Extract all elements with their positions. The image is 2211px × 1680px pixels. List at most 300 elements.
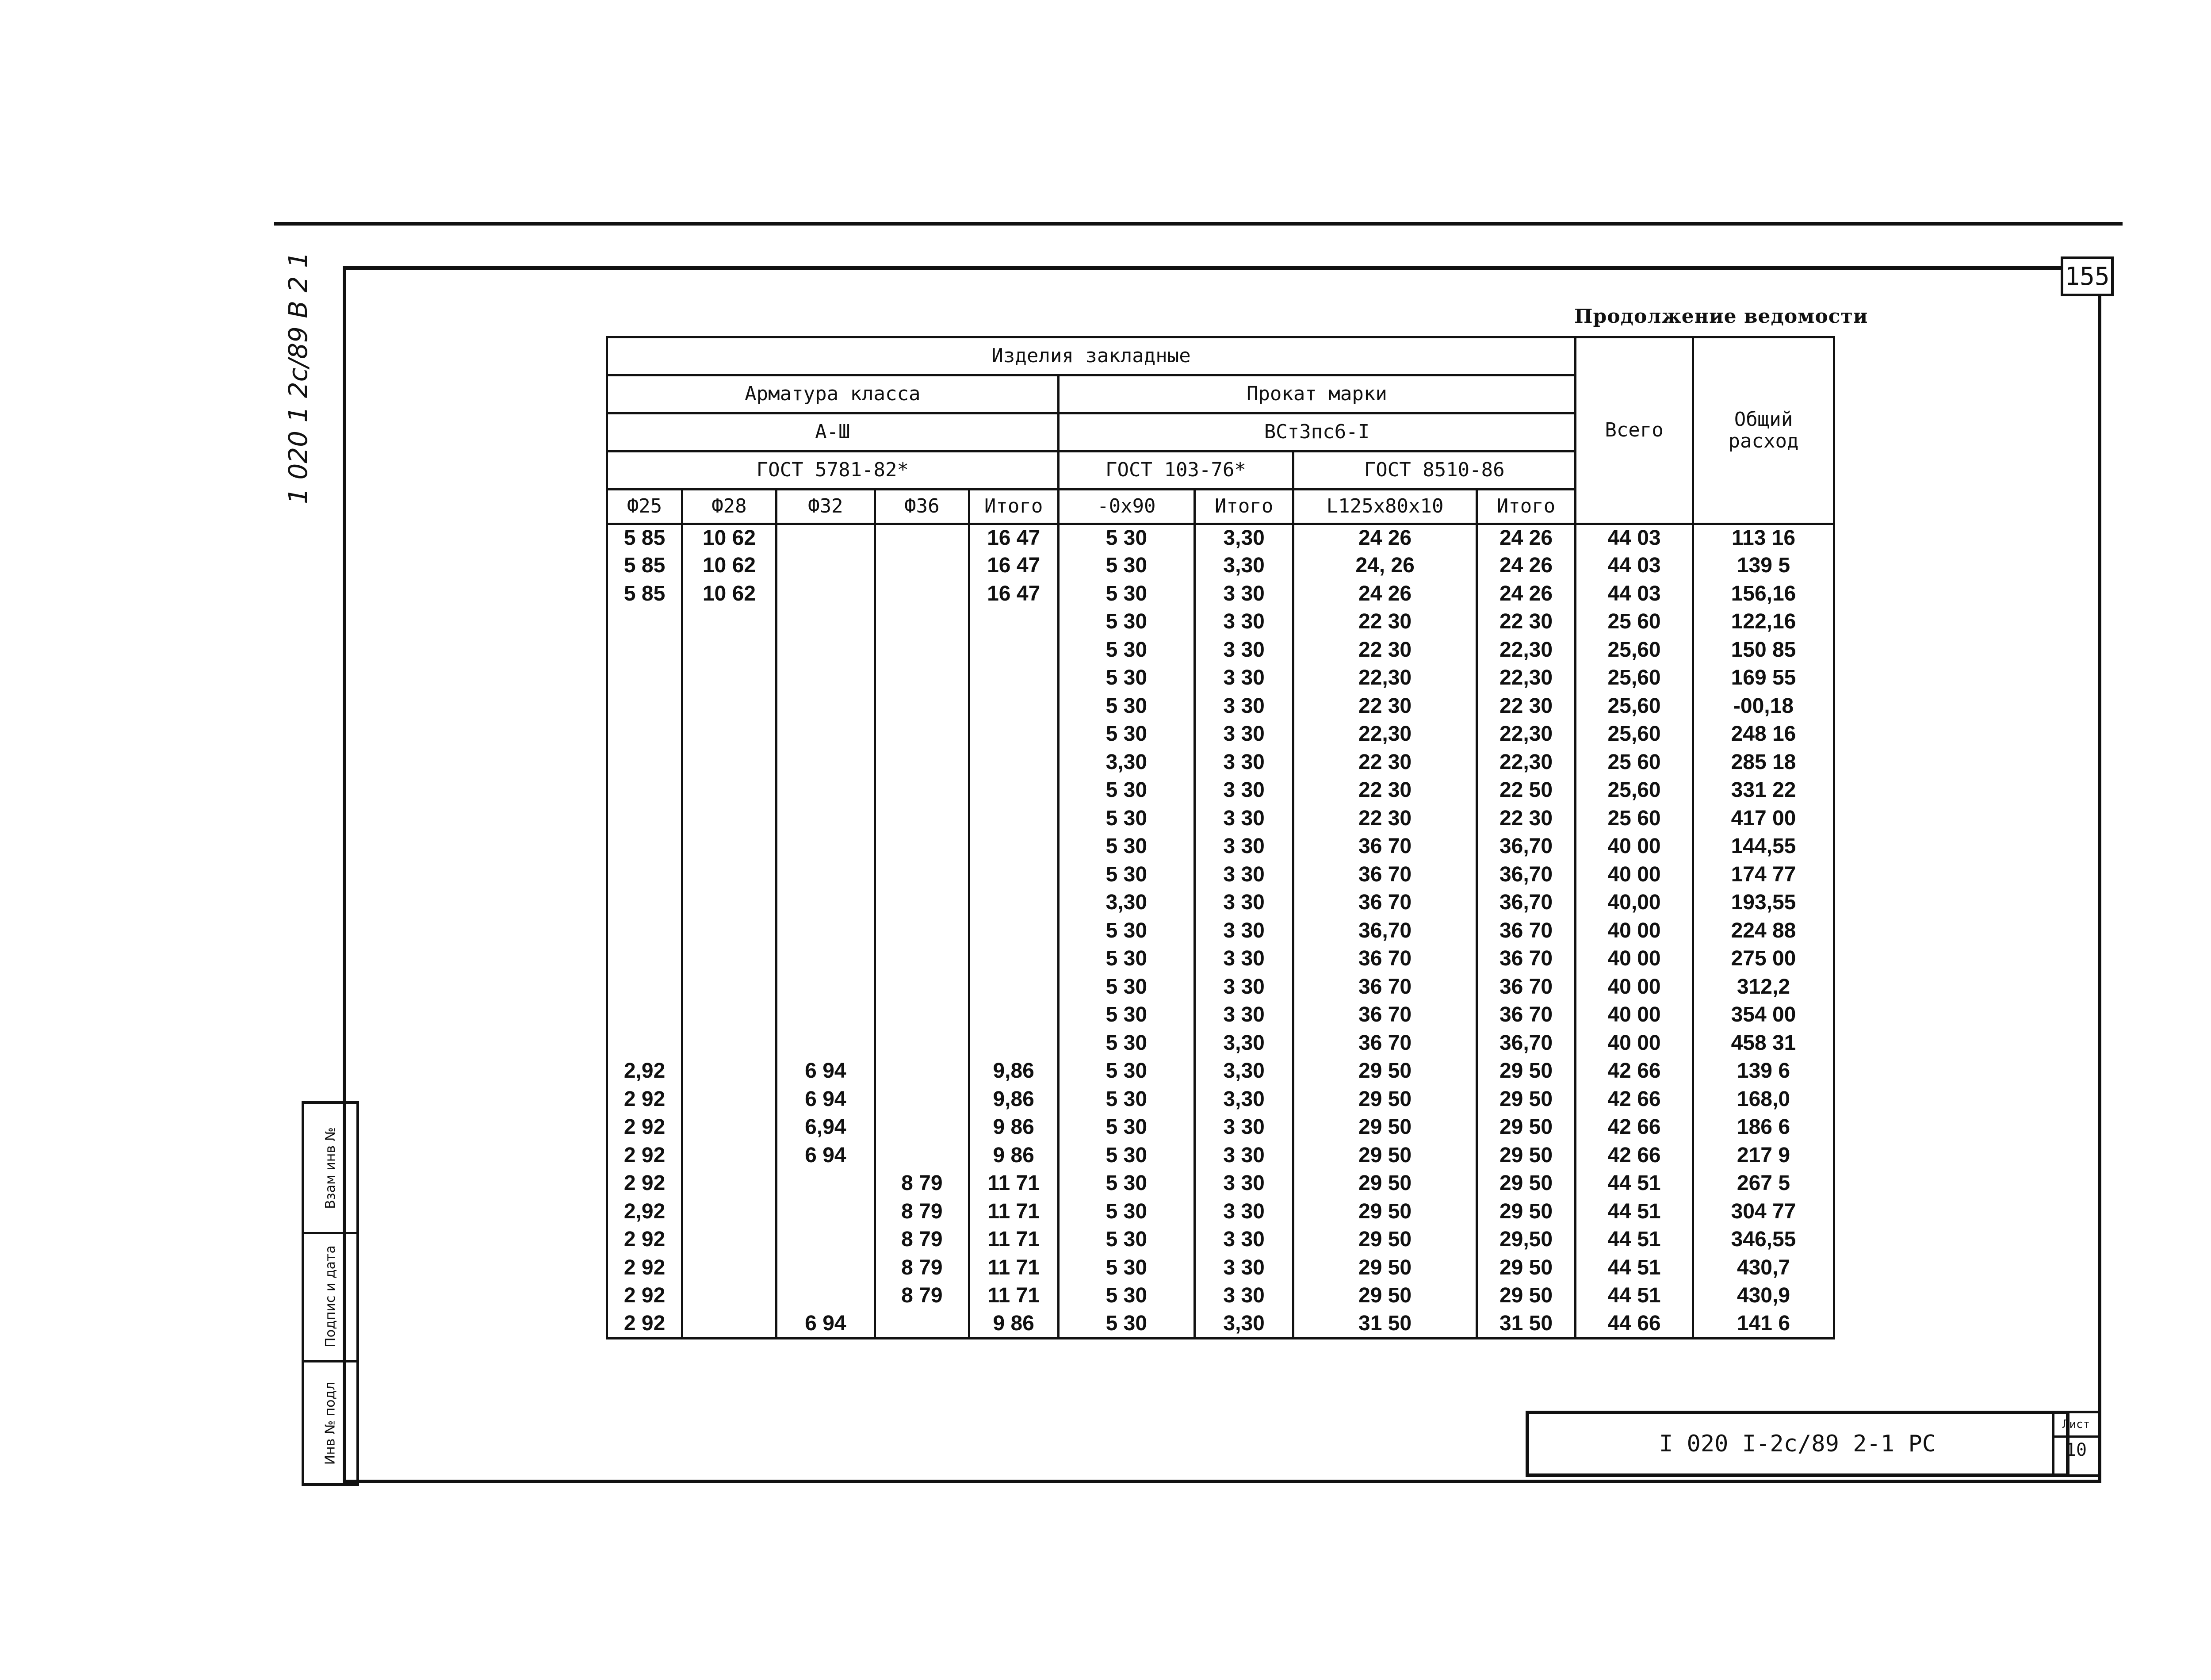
column-header: Итого [969, 490, 1058, 524]
total-header: Всего [1576, 337, 1693, 524]
table-cell: 22 30 [1293, 749, 1477, 777]
table-cell: 24 26 [1293, 524, 1477, 552]
table-cell [776, 973, 875, 1002]
table-cell [875, 524, 969, 552]
table-cell: 29 50 [1477, 1142, 1575, 1170]
table-cell: 2,92 [607, 1057, 682, 1086]
table-cell: 8 79 [875, 1226, 969, 1254]
table-cell: 156,16 [1693, 580, 1834, 608]
table-cell [607, 1029, 682, 1058]
table-cell [875, 805, 969, 833]
table-cell: 3 30 [1194, 833, 1293, 861]
table-cell [607, 1001, 682, 1029]
table-cell: 44 03 [1576, 524, 1693, 552]
table-cell: 5 30 [1058, 608, 1194, 636]
table-row [607, 1226, 1834, 1254]
table-cell: 8 79 [875, 1198, 969, 1226]
table-cell: 5 85 [607, 580, 682, 608]
table-cell: 2,92 [607, 1198, 682, 1226]
table-cell: 122,16 [1693, 608, 1834, 636]
table-cell [969, 973, 1058, 1002]
table-cell: 2 92 [607, 1086, 682, 1114]
table-cell: 40,00 [1576, 889, 1693, 917]
table-cell: 42 66 [1576, 1057, 1693, 1086]
table-cell [969, 1029, 1058, 1058]
table-row [607, 1198, 1834, 1226]
table-row [607, 777, 1834, 805]
table-cell: 22,30 [1293, 720, 1477, 749]
table-cell: 2 92 [607, 1170, 682, 1198]
table-row [607, 1170, 1834, 1198]
table-cell: 3 30 [1194, 777, 1293, 805]
table-row [607, 720, 1834, 749]
table-cell: 285 18 [1693, 749, 1834, 777]
table-cell: 16 47 [969, 524, 1058, 552]
table-row [607, 1029, 1834, 1058]
table-row [607, 1310, 1834, 1339]
table-cell [682, 720, 777, 749]
table-cell [875, 1029, 969, 1058]
table-cell: 6 94 [776, 1142, 875, 1170]
table-cell [875, 1142, 969, 1170]
table-cell: 36 70 [1293, 1029, 1477, 1058]
table-cell: 5 30 [1058, 1310, 1194, 1339]
table-cell: 36 70 [1293, 973, 1477, 1002]
table-cell: 3 30 [1194, 1254, 1293, 1282]
table-cell: 25,60 [1576, 720, 1693, 749]
table-cell: 25 60 [1576, 805, 1693, 833]
table-cell: 193,55 [1693, 889, 1834, 917]
table-cell: 29,50 [1477, 1226, 1575, 1254]
table-cell: 29 50 [1477, 1254, 1575, 1282]
table-cell [969, 833, 1058, 861]
column-header: Итого [1194, 490, 1293, 524]
sheet-number: 155 [2061, 256, 2114, 296]
table-row [607, 524, 1834, 552]
table-cell: 40 00 [1576, 833, 1693, 861]
table-cell [969, 945, 1058, 973]
table-cell [682, 1086, 777, 1114]
table-row [607, 749, 1834, 777]
table-cell: 36,70 [1477, 1029, 1575, 1058]
table-cell: 3 30 [1194, 861, 1293, 889]
table-cell [776, 805, 875, 833]
sheet-box [2052, 1411, 2100, 1477]
table-cell [682, 973, 777, 1002]
table-cell [776, 1226, 875, 1254]
column-header: Ф25 [607, 490, 682, 524]
table-cell: 2 92 [607, 1226, 682, 1254]
table-row [607, 664, 1834, 693]
table-cell [875, 552, 969, 580]
table-cell: 6 94 [776, 1086, 875, 1114]
table-cell [682, 664, 777, 693]
table-cell: 5 30 [1058, 636, 1194, 665]
table-cell: 44 51 [1576, 1254, 1693, 1282]
table-cell: 9,86 [969, 1057, 1058, 1086]
table-cell: 22,30 [1477, 720, 1575, 749]
table-cell [682, 1114, 777, 1142]
column-header: Итого [1477, 490, 1575, 524]
table-cell [875, 833, 969, 861]
table-cell: 248 16 [1693, 720, 1834, 749]
table-cell: 36,70 [1477, 889, 1575, 917]
table-cell: 3 30 [1194, 693, 1293, 721]
table-cell: 169 55 [1693, 664, 1834, 693]
table-cell [875, 749, 969, 777]
table-row [607, 608, 1834, 636]
table-cell: 9,86 [969, 1086, 1058, 1114]
table-cell [969, 749, 1058, 777]
continuation-title: Продолжение ведомости [1574, 305, 1868, 328]
table-cell: 36 70 [1477, 945, 1575, 973]
table-cell: 3 30 [1194, 1226, 1293, 1254]
table-cell: 3 30 [1194, 720, 1293, 749]
table-cell: 430,7 [1693, 1254, 1834, 1282]
table-cell [682, 889, 777, 917]
table-cell [607, 749, 682, 777]
table-cell [776, 524, 875, 552]
table-cell: 22 30 [1293, 636, 1477, 665]
table-cell [969, 636, 1058, 665]
armature-class: А-Ш [607, 413, 1059, 452]
table-cell: 36 70 [1293, 861, 1477, 889]
table-cell: 40 00 [1576, 917, 1693, 945]
stamp-label: Взам инв № [322, 1127, 338, 1209]
table-cell [776, 917, 875, 945]
table-cell: 3,30 [1058, 749, 1194, 777]
table-cell: 3 30 [1194, 805, 1293, 833]
table-cell: 22 30 [1293, 693, 1477, 721]
table-cell: 36 70 [1477, 973, 1575, 1002]
table-cell: 312,2 [1693, 973, 1834, 1002]
table-cell: 40 00 [1576, 1001, 1693, 1029]
table-cell [776, 664, 875, 693]
table-row [607, 1086, 1834, 1114]
table-cell: 24 26 [1477, 552, 1575, 580]
table-cell: 29 50 [1293, 1057, 1477, 1086]
table-cell [875, 861, 969, 889]
table-cell: 25,60 [1576, 777, 1693, 805]
table-cell: 9 86 [969, 1310, 1058, 1339]
table-cell: 3 30 [1194, 749, 1293, 777]
table-cell [682, 1170, 777, 1198]
table-cell [776, 1282, 875, 1310]
table-cell [875, 664, 969, 693]
table-cell [682, 1198, 777, 1226]
table-cell [682, 1254, 777, 1282]
table-cell [607, 917, 682, 945]
table-cell: 29 50 [1293, 1086, 1477, 1114]
table-cell [776, 1198, 875, 1226]
table-cell: 224 88 [1693, 917, 1834, 945]
table-cell: 168,0 [1693, 1086, 1834, 1114]
table-row [607, 580, 1834, 608]
table-cell: 22 30 [1293, 608, 1477, 636]
table-cell: 5 85 [607, 524, 682, 552]
table-cell: 3 30 [1194, 1001, 1293, 1029]
table-cell: 354 00 [1693, 1001, 1834, 1029]
table-row [607, 552, 1834, 580]
table-cell: 3,30 [1194, 1310, 1293, 1339]
table-cell [607, 608, 682, 636]
table-row [607, 889, 1834, 917]
table-cell [969, 664, 1058, 693]
table-cell [875, 945, 969, 973]
table-cell [607, 945, 682, 973]
title-block [1526, 1411, 2069, 1477]
table-cell: 331 22 [1693, 777, 1834, 805]
table-cell: 5 30 [1058, 1114, 1194, 1142]
table-cell: 2 92 [607, 1310, 682, 1339]
table-cell: 29 50 [1293, 1254, 1477, 1282]
table-cell: 24 26 [1293, 580, 1477, 608]
stamp-cell [304, 1104, 356, 1234]
table-cell: 3,30 [1194, 1086, 1293, 1114]
table-cell [776, 636, 875, 665]
stamp-label: Подпис и дата [322, 1245, 338, 1347]
table-cell: 139 5 [1693, 552, 1834, 580]
table-cell: 29 50 [1293, 1226, 1477, 1254]
stamp-label: Инв № подл [322, 1382, 338, 1465]
table-cell: 275 00 [1693, 945, 1834, 973]
table-cell: 3 30 [1194, 889, 1293, 917]
table-cell: 3,30 [1194, 524, 1293, 552]
table-cell: 44 51 [1576, 1198, 1693, 1226]
table-cell: 44 66 [1576, 1310, 1693, 1339]
table-cell: 346,55 [1693, 1226, 1834, 1254]
table-cell [969, 805, 1058, 833]
table-row [607, 945, 1834, 973]
table-cell: 5 30 [1058, 720, 1194, 749]
table-cell [607, 693, 682, 721]
table-cell [607, 636, 682, 665]
table-row [607, 693, 1834, 721]
table-cell: 29 50 [1477, 1057, 1575, 1086]
table-cell [682, 805, 777, 833]
table-cell [875, 1114, 969, 1142]
table-cell: 3,30 [1194, 552, 1293, 580]
table-cell [682, 777, 777, 805]
stamp-cell [304, 1232, 356, 1362]
table-cell: 36,70 [1477, 833, 1575, 861]
table-cell [969, 608, 1058, 636]
rolled-gost-2: ГОСТ 8510-86 [1293, 452, 1576, 490]
table-cell: 22 30 [1477, 693, 1575, 721]
table-row [607, 1114, 1834, 1142]
table-cell: 16 47 [969, 552, 1058, 580]
table-cell: 186 6 [1693, 1114, 1834, 1142]
table-cell: 417 00 [1693, 805, 1834, 833]
table-cell: 5 30 [1058, 973, 1194, 1002]
table-cell: 25 60 [1576, 608, 1693, 636]
table-cell: 40 00 [1576, 861, 1693, 889]
table-cell: 3 30 [1194, 1142, 1293, 1170]
table-cell [607, 805, 682, 833]
table-cell: 5 30 [1058, 1086, 1194, 1114]
table-cell: 217 9 [1693, 1142, 1834, 1170]
table-cell: 5 30 [1058, 861, 1194, 889]
table-cell: 6 94 [776, 1310, 875, 1339]
table-cell [607, 973, 682, 1002]
table-cell: 9 86 [969, 1114, 1058, 1142]
table-cell [682, 749, 777, 777]
table-cell: 5 30 [1058, 1198, 1194, 1226]
table-cell: 3 30 [1194, 1114, 1293, 1142]
table-cell [776, 833, 875, 861]
table-cell [682, 861, 777, 889]
table-row [607, 1057, 1834, 1086]
table-row [607, 1282, 1834, 1310]
table-cell: 44 03 [1576, 552, 1693, 580]
table-cell: 36 70 [1477, 917, 1575, 945]
table-cell: 174 77 [1693, 861, 1834, 889]
table-cell: 31 50 [1293, 1310, 1477, 1339]
table-cell [776, 720, 875, 749]
sheet-box-label: Лист [2054, 1413, 2098, 1438]
table-row [607, 805, 1834, 833]
column-header: -0x90 [1058, 490, 1194, 524]
table-cell [776, 693, 875, 721]
table-cell: 5 30 [1058, 1226, 1194, 1254]
table-cell [682, 1310, 777, 1339]
table-cell: 2 92 [607, 1282, 682, 1310]
table-row [607, 1254, 1834, 1282]
table-cell: 42 66 [1576, 1114, 1693, 1142]
table-cell [969, 1001, 1058, 1029]
table-cell: 304 77 [1693, 1198, 1834, 1226]
table-cell: 3 30 [1194, 636, 1293, 665]
table-cell [607, 833, 682, 861]
table-cell [682, 945, 777, 973]
table-cell: -00,18 [1693, 693, 1834, 721]
table-cell [776, 608, 875, 636]
armature-title: Арматура класса [607, 375, 1059, 413]
table-cell [776, 749, 875, 777]
table-cell: 5 30 [1058, 1057, 1194, 1086]
table-row [607, 917, 1834, 945]
table-cell [776, 945, 875, 973]
table-cell: 5 30 [1058, 805, 1194, 833]
table-cell [776, 777, 875, 805]
table-cell: 5 30 [1058, 552, 1194, 580]
table-cell: 5 85 [607, 552, 682, 580]
table-cell: 42 66 [1576, 1086, 1693, 1114]
table-cell: 8 79 [875, 1282, 969, 1310]
table-cell [875, 973, 969, 1002]
table-cell: 113 16 [1693, 524, 1834, 552]
table-cell: 22,30 [1477, 664, 1575, 693]
table-cell: 31 50 [1477, 1310, 1575, 1339]
table-cell: 5 30 [1058, 1282, 1194, 1310]
side-document-code: 1 020 1 2с/89 В 2 1 [283, 252, 313, 504]
table-cell: 22,30 [1477, 636, 1575, 665]
table-cell: 5 30 [1058, 833, 1194, 861]
table-cell: 11 71 [969, 1198, 1058, 1226]
table-row [607, 636, 1834, 665]
table-cell: 40 00 [1576, 945, 1693, 973]
table-cell [607, 889, 682, 917]
table-cell: 10 62 [682, 552, 777, 580]
table-cell [776, 1170, 875, 1198]
table-cell: 11 71 [969, 1170, 1058, 1198]
column-header: Ф36 [875, 490, 969, 524]
table-cell: 6,94 [776, 1114, 875, 1142]
table-cell [875, 693, 969, 721]
table-cell: 24, 26 [1293, 552, 1477, 580]
table-cell: 16 47 [969, 580, 1058, 608]
armature-gost: ГОСТ 5781-82* [607, 452, 1059, 490]
table-cell [969, 693, 1058, 721]
table-cell [682, 1029, 777, 1058]
table-row [607, 861, 1834, 889]
table-cell: 42 66 [1576, 1142, 1693, 1170]
table-cell: 36 70 [1293, 889, 1477, 917]
overall-header: Общий расход [1693, 337, 1834, 524]
table-cell: 29 50 [1477, 1170, 1575, 1198]
table-cell: 3,30 [1058, 889, 1194, 917]
table-cell: 22 30 [1477, 608, 1575, 636]
table-cell [969, 889, 1058, 917]
table-cell: 9 86 [969, 1142, 1058, 1170]
table-cell: 29 50 [1293, 1114, 1477, 1142]
table-cell: 3,30 [1194, 1029, 1293, 1058]
table-cell [776, 580, 875, 608]
table-cell: 11 71 [969, 1282, 1058, 1310]
table-cell: 36 70 [1477, 1001, 1575, 1029]
table-cell: 22 30 [1293, 805, 1477, 833]
table-cell: 430,9 [1693, 1282, 1834, 1310]
table-cell: 24 26 [1477, 580, 1575, 608]
table-cell: 267 5 [1693, 1170, 1834, 1198]
schedule-table [606, 336, 1835, 1339]
table-cell: 10 62 [682, 580, 777, 608]
table-cell: 8 79 [875, 1170, 969, 1198]
table-cell: 29 50 [1477, 1114, 1575, 1142]
table-cell: 24 26 [1477, 524, 1575, 552]
table-cell: 29 50 [1293, 1170, 1477, 1198]
table-cell [875, 917, 969, 945]
table-cell: 40 00 [1576, 973, 1693, 1002]
table-cell [776, 861, 875, 889]
stamp-cell [304, 1360, 356, 1486]
column-header: Ф28 [682, 490, 777, 524]
table-cell [875, 889, 969, 917]
table-cell: 5 30 [1058, 945, 1194, 973]
table-cell: 5 30 [1058, 1001, 1194, 1029]
table-cell: 3 30 [1194, 945, 1293, 973]
table-cell: 150 85 [1693, 636, 1834, 665]
table-cell: 36 70 [1293, 945, 1477, 973]
table-cell: 3 30 [1194, 917, 1293, 945]
table-cell: 5 30 [1058, 777, 1194, 805]
table-cell: 2 92 [607, 1142, 682, 1170]
table-cell: 25,60 [1576, 636, 1693, 665]
table-cell: 139 6 [1693, 1057, 1834, 1086]
table-cell: 6 94 [776, 1057, 875, 1086]
table-cell [682, 693, 777, 721]
rolled-title: Прокат марки [1058, 375, 1576, 413]
table-cell: 2 92 [607, 1254, 682, 1282]
table-cell [682, 833, 777, 861]
table-cell: 10 62 [682, 524, 777, 552]
table-row [607, 973, 1834, 1002]
table-cell [776, 1254, 875, 1282]
table-cell: 5 30 [1058, 1029, 1194, 1058]
table-cell: 3 30 [1194, 1170, 1293, 1198]
table-cell: 25,60 [1576, 693, 1693, 721]
table-cell: 29 50 [1477, 1282, 1575, 1310]
